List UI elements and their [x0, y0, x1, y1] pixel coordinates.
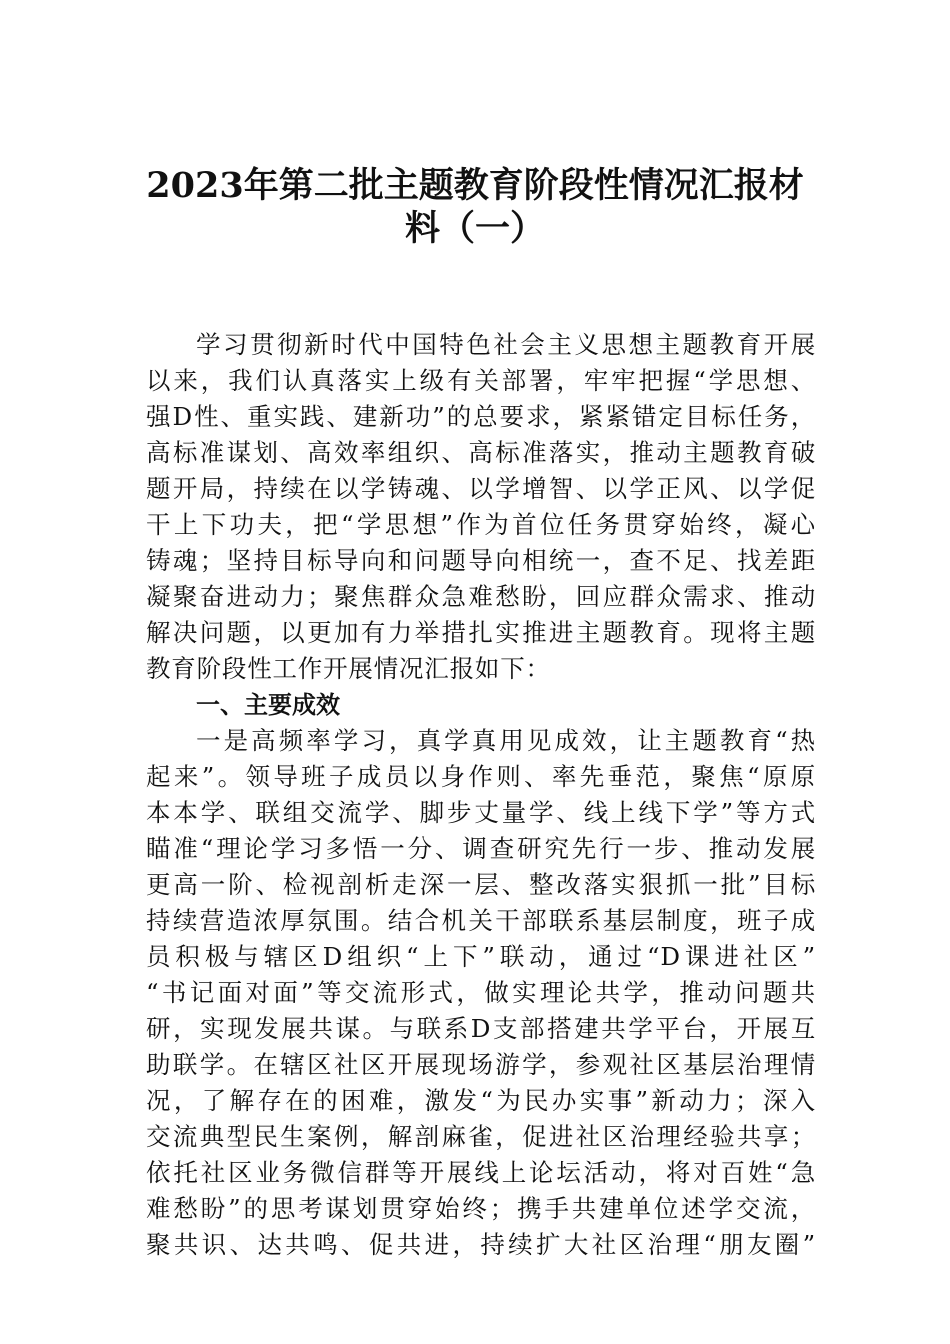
paragraph-line: 依托社区业务微信群等开展线上论坛活动，将对百姓“急: [146, 1158, 816, 1187]
paragraph-line: 助联学。在辖区社区开展现场游学，参观社区基层治理情: [146, 1050, 816, 1079]
paragraph-line: 干上下功夫，把“学思想”作为首位任务贯穿始终，凝心: [146, 510, 816, 539]
document-title-line-1: 2023年第二批主题教育阶段性情况汇报材: [146, 165, 804, 206]
paragraph-line: 解决问题，以更加有力举措扎实推进主题教育。现将主题: [146, 618, 816, 647]
paragraph-line: 持续营造浓厚氛围。结合机关干部联系基层制度，班子成: [146, 906, 816, 935]
paragraph-line: 更高一阶、检视剖析走深一层、整改落实狠抓一批”目标: [146, 870, 816, 899]
paragraph-line: 研，实现发展共谋。与联系D支部搭建共学平台，开展互: [146, 1014, 816, 1043]
paragraph-line: 况，了解存在的困难，激发“为民办实事”新动力；深入: [146, 1086, 816, 1115]
paragraph-line: “书记面对面”等交流形式，做实理论共学，推动问题共: [146, 978, 816, 1007]
paragraph-line: 聚共识、达共鸣、促共进，持续扩大社区治理“朋友圈”: [146, 1230, 816, 1259]
paragraph-line: 本本学、联组交流学、脚步丈量学、线上线下学”等方式: [146, 798, 816, 827]
paragraph-line: 交流典型民生案例，解剖麻雀，促进社区治理经验共享；: [146, 1122, 816, 1151]
paragraph-line: 凝聚奋进动力；聚焦群众急难愁盼，回应群众需求、推动: [146, 582, 816, 611]
paragraph-line: 学习贯彻新时代中国特色社会主义思想主题教育开展: [196, 330, 816, 359]
paragraph-line: 题开局，持续在以学铸魂、以学增智、以学正风、以学促: [146, 474, 816, 503]
paragraph-line: 高标准谋划、高效率组织、高标准落实，推动主题教育破: [146, 438, 816, 467]
paragraph-line: 一是高频率学习，真学真用见成效，让主题教育“热: [196, 726, 816, 755]
paragraph-line: 强D性、重实践、建新功”的总要求，紧紧错定目标任务，: [146, 402, 816, 431]
paragraph-line: 以来，我们认真落实上级有关部署，牢牢把握“学思想、: [146, 366, 816, 395]
section-heading: 一、主要成效: [196, 691, 340, 719]
paragraph-line: 起来”。领导班子成员以身作则、率先垂范，聚焦“原原: [146, 762, 816, 791]
paragraph-line: 员积极与辖区D组织“上下”联动，通过“D课进社区”: [146, 942, 816, 971]
document-title-line-2: 料（一）: [404, 208, 545, 249]
paragraph-line: 铸魂；坚持目标导向和问题导向相统一，查不足、找差距: [146, 546, 816, 575]
paragraph-line: 教育阶段性工作开展情况汇报如下：: [146, 654, 551, 683]
paragraph-line: 瞄准“理论学习多悟一分、调查研究先行一步、推动发展: [146, 834, 816, 863]
paragraph-line: 难愁盼”的思考谋划贯穿始终；携手共建单位述学交流，: [146, 1194, 816, 1223]
